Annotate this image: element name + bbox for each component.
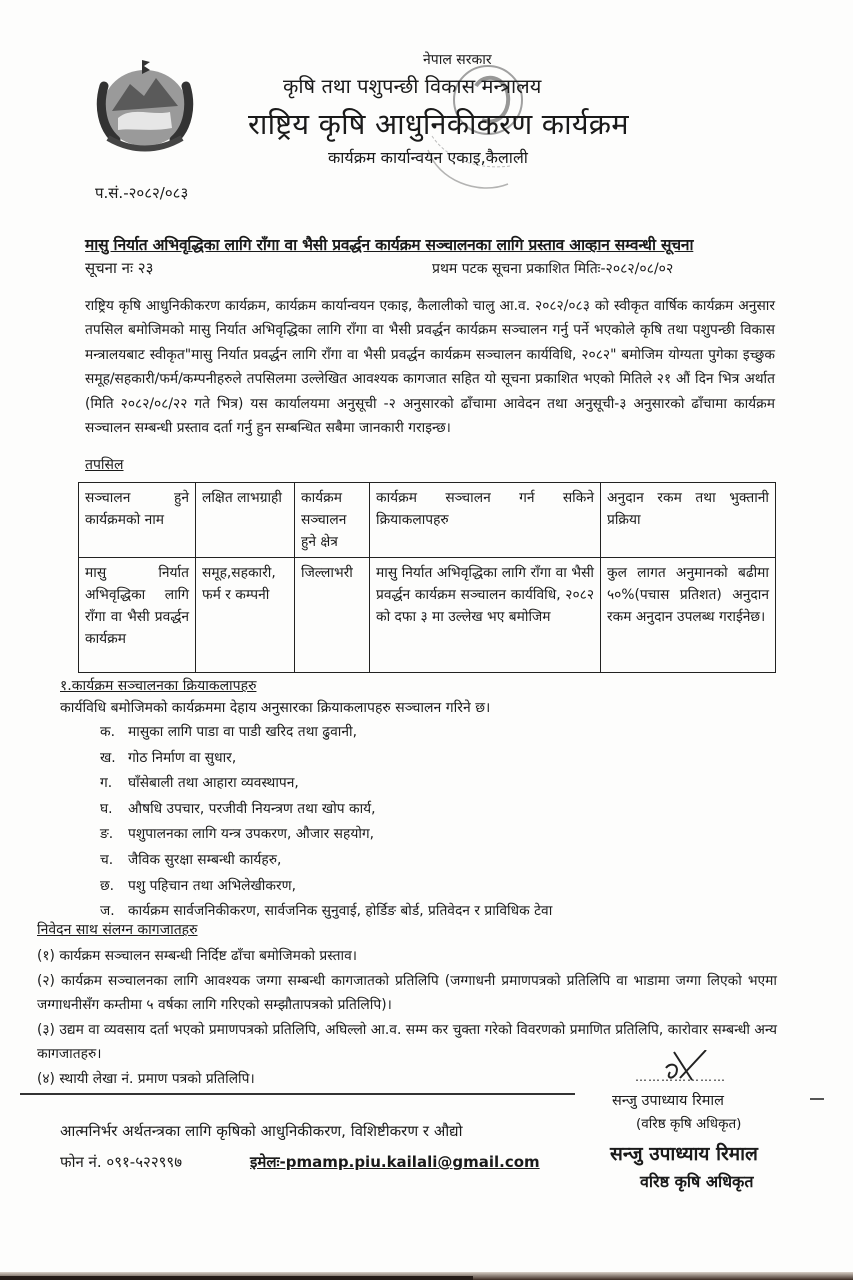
notice-body: [85, 294, 775, 440]
program-name: राष्ट्रिय कृषि आधुनिकीकरण कार्यक्रम: [248, 107, 629, 141]
table-header-cell: कार्यक्रम सञ्चालन हुने क्षेत्र: [295, 483, 370, 558]
list-item: [100, 874, 552, 900]
notice-number: सूचना नः २३: [85, 259, 154, 277]
government-name: नेपाल सरकार: [423, 52, 492, 68]
unit-name: कार्यक्रम कार्यान्वयन एकाइ,कैलाली: [328, 148, 528, 167]
schedule-table: [78, 482, 776, 673]
table-header-cell: सञ्चालन हुने कार्यक्रमको नाम: [79, 483, 196, 558]
attachments-title: निवेदन साथ संलग्न कागजातहरु: [37, 922, 198, 938]
list-marker: ग.: [100, 775, 113, 792]
activities-list: [100, 720, 552, 925]
ministry-name: कृषि तथा पशुपन्छी विकास मन्त्रालय: [283, 74, 542, 98]
divider-line: [810, 1098, 824, 1100]
notice-title: मासु निर्यात अभिवृद्धिका लागि राँगा वा भैसी प्रवर्द्धन कार्यक्रम सञ्चालनका लागि प्रस्ताव आव्हान सम्वन्धी सूचना: [85, 236, 694, 254]
list-item: [100, 848, 552, 874]
table-header-cell: लक्षित लाभग्राही: [196, 483, 295, 558]
table-cell: मासु निर्यात अभिवृद्धिका लागि राँगा वा भैसी प्रवर्द्धन कार्यक्रम सञ्चालन कार्यविधि, २०८२ को दफा ३ मा उल्लेख भए बमोजिम: [370, 558, 601, 673]
list-item-text: औषधि उपचार, परजीवी नियन्त्रण तथा खोप कार्य,: [128, 800, 376, 817]
attachment-item: (२) कार्यक्रम सञ्चालनका लागि आवश्यक जग्गा सम्बन्धी कागजातको प्रतिलिपि (जग्गाधनी प्रमाणपत्रको प्रतिलिपि वा भाडामा जग्गा लिएको भएमा जग्गाधनीसँग कम्तीमा ५ वर्षका लागि गरिएको सम्झौतापत्रको प्रतिलिपि)।: [37, 972, 777, 1013]
table-cell: मासु निर्यात अभिवृद्धिका लागि राँगा वा भैसी प्रवर्द्धन कार्यक्रम: [79, 558, 196, 673]
name-stamp: सन्जु उपाध्याय रिमाल: [610, 1143, 758, 1165]
list-item-text: घाँसेबाली तथा आहारा व्यवस्थापन,: [128, 775, 299, 792]
list-marker: ज.: [100, 903, 115, 920]
list-item-text: पशु पहिचान तथा अभिलेखीकरण,: [128, 877, 296, 894]
list-item: [100, 822, 552, 848]
table-cell: कुल लागत अनुमानको बढीमा ५०%(पचास प्रतिशत) अनुदान रकम अनुदान उपलब्ध गराईनेछ।: [601, 558, 776, 673]
page-edge-shadow: [0, 1272, 853, 1280]
divider-line: [20, 1093, 575, 1095]
table-header-cell: अनुदान रकम तथा भुक्तानी प्रक्रिया: [601, 483, 776, 558]
activities-title: १.कार्यक्रम सञ्चालनका क्रियाकलापहरु: [60, 678, 257, 694]
list-item-text: जैविक सुरक्षा सम्बन्धी कार्यहरु,: [128, 851, 282, 868]
list-marker: क.: [100, 724, 115, 740]
footer-motto: आत्मनिर्भर अर्थतन्त्रका लागि कृषिको आधुनिकीकरण, विशिष्टीकरण र औद्यो: [60, 1122, 463, 1140]
list-item: [100, 771, 552, 797]
published-date: प्रथम पटक सूचना प्रकाशित मितिः-२०८२/०८/०२: [432, 261, 674, 277]
table-cell: समूह,सहकारी, फर्म र कम्पनी: [196, 558, 295, 673]
signature-line: …………………: [635, 1070, 726, 1084]
list-marker: घ.: [100, 800, 113, 817]
signer-name: सन्जु उपाध्याय रिमाल: [612, 1093, 725, 1109]
list-item: [100, 797, 552, 823]
activities-intro: कार्यविधि बमोजिमको कार्यक्रममा देहाय अनुसारका क्रियाकलापहरु सञ्चालन गरिने छ।: [60, 700, 491, 716]
notice-body-text: राष्ट्रिय कृषि आधुनिकीकरण कार्यक्रम, कार्यक्रम कार्यान्वयन एकाइ, कैलालीको चालु आ.व. २०८२/०८३ को स्वीकृत वार्षिक कार्यक्रम अनुसार तपसिल बमोजिमको मासु निर्यात अभिवृद्धिका लागि राँगा वा भैसी प्रवर्द्धन कार्यक्रम सञ्चालन गर्नु पर्ने भएकोले कृषि तथा पशुपन्छी विकास मन्त्रालयबाट स्वीकृत"मासु निर्यात प्रवर्द्धन लागि राँगा वा भैसी प्रवर्द्धन कार्यक्रम सञ्चालन कार्यविधि, २०८२" बमोजिम योग्यता पुगेका इच्छुक समूह/सहकारी/फर्म/कम्पनीहरुले तपसिलमा उल्लेखित आवश्यक कागजात सहित यो सूचना प्रकाशित भएको मितिले २१ औं दिन भित्र अर्थात (मिति २०८२/०८/२२ गते भित्र) यस कार्यालयमा अनुसूची -२ अनुसारको ढाँचामा आवेदन तथा अनुसूची-३ अनुसारको ढाँचामा कार्यक्रम सञ्चालन सम्बन्धी प्रस्ताव दर्ता गर्नु हुन सम्बन्धित सबैमा जानकारी गराइन्छ।: [85, 298, 775, 437]
list-item-text: मासुका लागि पाडा वा पाडी खरिद तथा ढुवानी,: [128, 724, 357, 740]
designation-stamp: वरिष्ठ कृषि अधिकृत: [640, 1172, 754, 1191]
attachment-item: (४) स्थायी लेखा नं. प्रमाण पत्रको प्रतिलिपि।: [37, 1070, 255, 1087]
schedule-label: तपसिल: [85, 457, 124, 473]
footer-phone: फोन नं. ०९१-५२२९९७: [60, 1153, 183, 1171]
footer-email-link[interactable]: इमेलः-pmamp.piu.kailali@gmail.com: [250, 1153, 540, 1171]
table-cell: जिल्लाभरी: [295, 558, 370, 673]
reference-number: प.सं.-२०८२/०८३: [95, 184, 189, 202]
list-marker: ख.: [100, 749, 116, 766]
list-item: [100, 746, 552, 772]
list-marker: च.: [100, 851, 114, 868]
nepal-government-emblem-icon: [92, 56, 198, 154]
list-marker: छ.: [100, 877, 115, 894]
list-marker: ङ.: [100, 826, 114, 843]
table-header-row: [79, 483, 776, 558]
list-item-text: पशुपालनका लागि यन्त्र उपकरण, औजार सहयोग,: [128, 826, 375, 843]
list-item-text: गोठ निर्माण वा सुधार,: [128, 749, 237, 766]
attachment-item: (३) उद्यम वा व्यवसाय दर्ता भएको प्रमाणपत्रको प्रतिलिपि, अघिल्लो आ.व. सम्म कर चुक्ता गरेको विवरणको प्रमाणित प्रतिलिपि, कारोवार सम्बन्धी अन्य कागजातहरु।: [37, 1021, 777, 1062]
attachment-item: (१) कार्यक्रम सञ्चालन सम्बन्धी निर्दिष्ट ढाँचा बमोजिमको प्रस्ताव।: [37, 948, 357, 964]
list-item-text: कार्यक्रम सार्वजनिकीकरण, सार्वजनिक सुनुवाई, होर्डिङ बोर्ड, प्रतिवेदन र प्राविधिक टेवा: [128, 903, 553, 920]
list-item: [100, 720, 552, 746]
table-row: [79, 558, 776, 673]
table-header-cell: कार्यक्रम सञ्चालन गर्न सकिने क्रियाकलापहरु: [370, 483, 601, 558]
signer-designation: (वरिष्ठ कृषि अधिकृत): [636, 1116, 742, 1132]
